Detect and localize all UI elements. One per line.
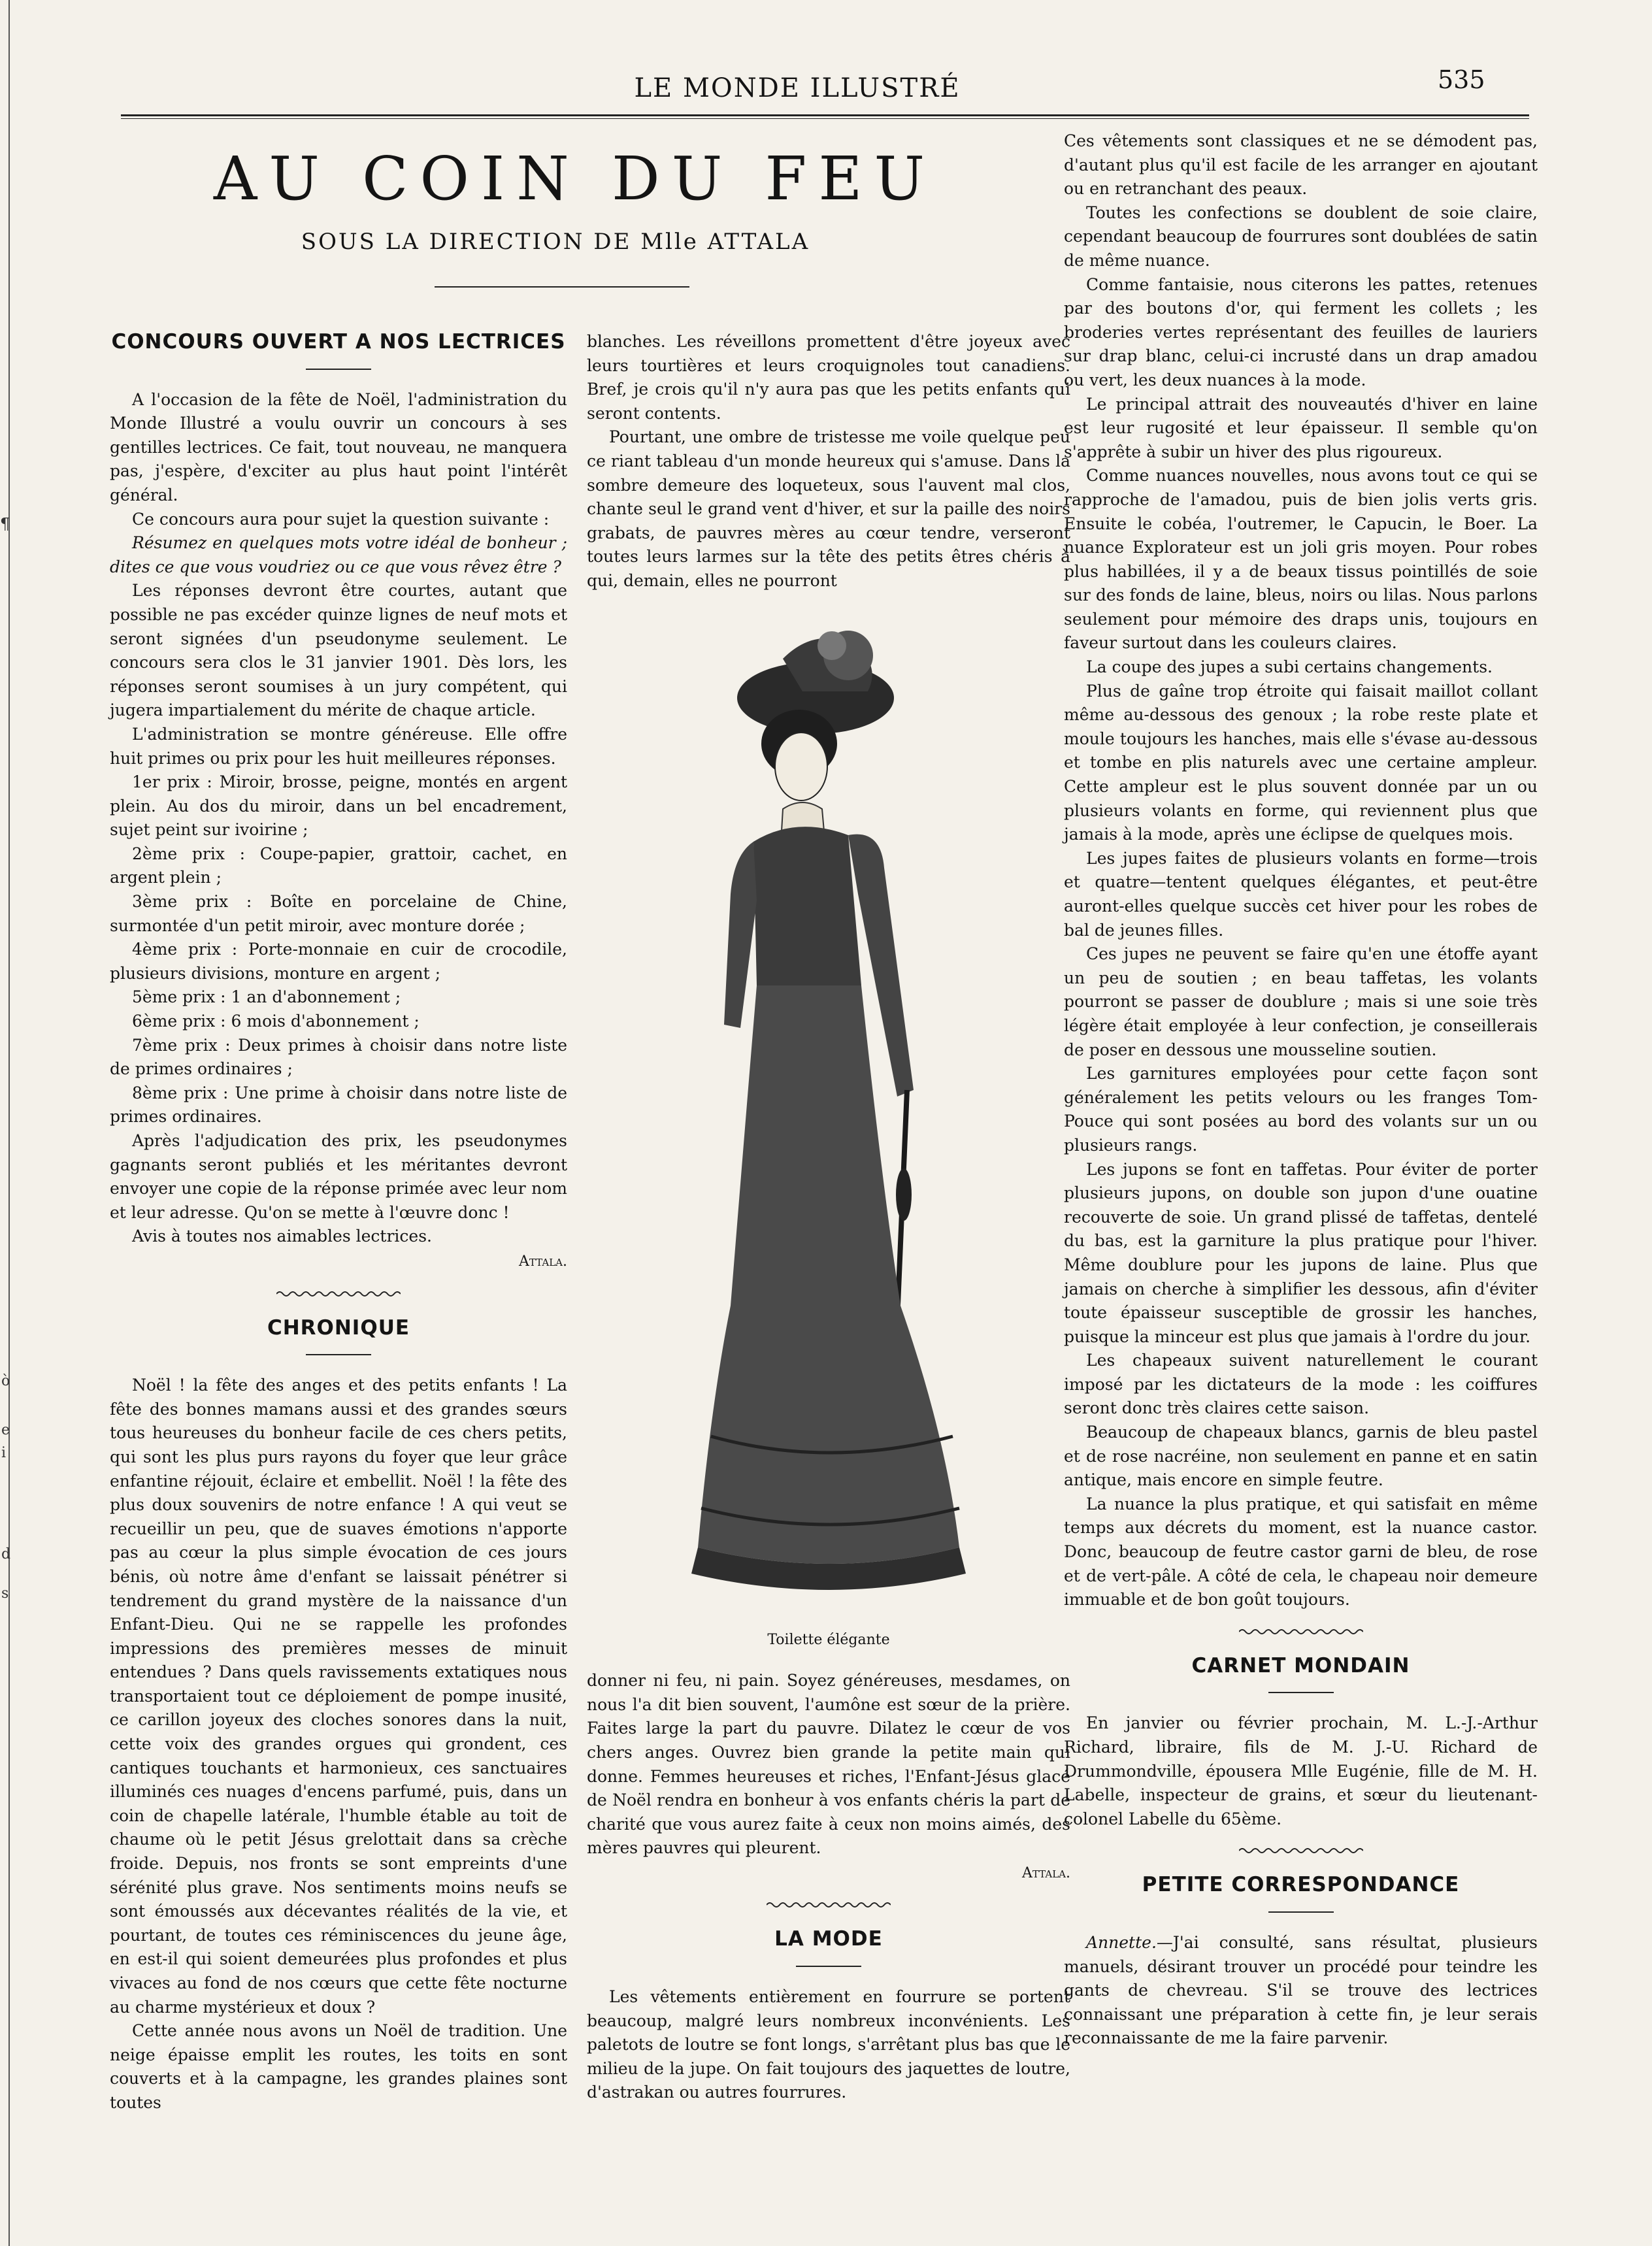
la-mode-paragraph: La nuance la plus pratique, et qui satisfait en même temps aux décrets du moment, est la nuance castor. Donc, beaucoup de feutre castor garni de bleu, de rose et de vert-pâle. A côté de cela, le chapeau noir demeure immuable et de bon goût toujours. — [1064, 1494, 1538, 1610]
la-mode-paragraph: Ces jupes ne peuvent se faire qu'en une étoffe ayant un peu de soutien ; en beau taffetas, les volants pourront se passer de doublure ; mais si une soie très légère était employée à leur confection, je conseillerais de poser en dessous une mousseline soutien. — [1064, 944, 1538, 1059]
illustration-caption: Toilette élégante — [767, 1631, 890, 1648]
svg-text:¶: ¶ — [0, 515, 10, 533]
prize-item: 3ème prix : Boîte en porcelaine de Chine, surmontée d'un petit miroir, avec monture dorée ; — [110, 892, 567, 935]
chronique-paragraph: Noël ! la fête des anges et des petits enfants ! La fête des bonnes mamans aussi et des grandes sœurs tous heureuses du bonheur facile de ces chers petits, qui sont les plus purs rayons du foyer que leur grâce enfantine réjouit, éclaire et embellit. Noël ! la fête des plus doux souvenirs de notre enfance ! A qui veut se recueillir un peu, que de suaves émotions n'apporte pas au cœur la plus simple évocation de ces jours bénis, où notre âme d'enfant se laissait pénétrer si tendrement du grand mystère de la naissance d'un Enfant-Dieu. Qui ne se rappelle les profondes impressions des premières messes de minuit entendues ? Dans quels ravissements extatiques nous transportaient tout ce déploiement de pompe inusité, ce carillon joyeux des cloches sonores dans la nuit, cette voix des grandes orgues qui grondent, ces cantiques touchants et harmonieux, ces sanctuaires illuminés ces nuages d'encens parfumé, puis, dans un coin de chapelle latérale, l'humble étable au toit de chaume où le petit Jésus grelottait dans sa crèche froide. Depuis, nos fronts se sont empreints d'une sérénité plus grave. Nos sentiments moins neufs se sont émoussés aux décevantes réalités de la vie, et pourtant, de toutes ces réminiscences du jeune âge, en est-il qui soient demeurées plus profondes et plus vivaces au fond de nos cœurs que cette fête nocturne au charme mystérieux et doux ? — [110, 1376, 567, 2017]
header-rule — [121, 114, 1529, 116]
prize-item: 2ème prix : Coupe-papier, grattoir, cachet, en argent plein ; — [110, 844, 567, 887]
subtitle: SOUS LA DIRECTION DE Mlle ATTALA — [301, 229, 810, 255]
la-mode-paragraph: Comme fantaisie, nous citerons les pattes, retenues par des boutons d'or, qui ferment les collets ; les broderies vertes représentant des feuilles de lauriers sur drap blanc, celui-ci incrusté dans un drap amadou ou vert, les deux nuances à la mode. — [1064, 274, 1538, 389]
correspondance-heading: PETITE CORRESPONDANCE — [1142, 1873, 1460, 1897]
la-mode-paragraph: Beaucoup de chapeaux blancs, garnis de bleu pastel et de rose nacréine, non seulement en panne et en satin antique, mais encore en simple feutre. — [1064, 1423, 1538, 1490]
signature: Attala. — [519, 1253, 567, 1270]
wavy-divider — [767, 1900, 891, 1910]
heading-rule — [1268, 1692, 1334, 1693]
prize-item: 7ème prix : Deux primes à choisir dans notre liste de primes ordinaires ; — [110, 1035, 567, 1079]
svg-text:ò: ò — [1, 1373, 10, 1389]
prize-item: 1er prix : Miroir, brosse, peigne, montés en argent plein. Au dos du miroir, dans un bel encadrement, sujet peint sur ivoirine ; — [110, 772, 567, 840]
la-mode-paragraph: Les vêtements entièrement en fourrure se portent beaucoup, malgré leurs nombreux inconvénients. Les paletots de loutre se font longs, s'arrêtant plus bas que le milieu de la jupe. On fait toujours des jaquettes de loutre, d'astrakan ou autres fourrures. — [587, 1987, 1070, 2102]
la-mode-paragraph: La coupe des jupes a subi certains changements. — [1086, 657, 1493, 677]
la-mode-paragraph: Comme nuances nouvelles, nous avons tout ce qui se rapproche de l'amadou, puis de bien jolis verts gris. Ensuite le cobéa, l'outremer, le Capucin, le Boer. La nuance Explorateur est un joli gris moyen. Pour robes plus habillées, il y a de beaux tissus pointillés de soie sur des fonds de laine, bleus, noirs ou lilas. Nous parlons seulement pour mémoire des draps unis, toujours en faveur surtout dans les couleurs claires. — [1064, 466, 1538, 653]
page-number: 535 — [1438, 65, 1485, 94]
chronique-paragraph: Cette année nous avons un Noël de tradition. Une neige épaisse emplit les routes, les toits en sont couverts et à la campagne, les grandes plaines sont toutes — [110, 2021, 567, 2112]
prize-item: 6ème prix : 6 mois d'abonnement ; — [132, 1012, 420, 1031]
chronique-continued: Pourtant, une ombre de tristesse me voile quelque peu ce riant tableau d'un monde heureux qui s'amuse. Dans la sombre demeure des loqueteux, sous l'auvent mal clos, chante seul le grand vent d'hiver, et sur la paille des noirs grabats, de pauvres mères au cœur tendre, verseront toutes leurs larmes sur la tête des petits êtres chéris à qui, demain, elles ne pourront — [587, 427, 1070, 590]
chronique-continued: donner ni feu, ni pain. Soyez généreuses, mesdames, on nous l'a dit bien souvent, l'aumône est sœur de la prière. Faites large la part du pauvre. Dilatez le cœur de vos chers anges. Ouvrez bien grande la petite main qui donne. Femmes heureuses et riches, l'Enfant-Jésus glacé de Noël rendra en bonheur à vos enfants chéris la part de charité que vous aurez faite à ceux non moins aimés, des mères pauvres qui pleurent. — [587, 1671, 1070, 1858]
heading-rule — [796, 1966, 861, 1967]
la-mode-paragraph: Toutes les confections se doublent de soie claire, cependant beaucoup de fourrures sont doublées de satin de même nuance. — [1064, 203, 1538, 270]
column-left — [110, 330, 567, 2115]
concours-closing: Avis à toutes nos aimables lectrices. — [132, 1227, 432, 1246]
page-title: AU COIN DU FEU — [213, 144, 937, 214]
la-mode-paragraph: Les jupons se font en taffetas. Pour éviter de porter plusieurs jupons, on double son jupon d'une ouatine recouverte de soie. Un grand plissé de taffetas, dentelé du bas, est la garniture la plus pratique pour l'hiver. Même doublure pour les jupons de laine. Plus que jamais on cherche à simplifier les dessous, afin d'éviter toute épaisseur susceptible de grossir les hanches, puisque la minceur est plus que jamais à l'ordre du jour. — [1064, 1159, 1538, 1346]
fashion-illustration — [685, 619, 972, 1626]
correspondance-text — [1064, 1931, 1538, 2051]
la-mode-heading: LA MODE — [774, 1927, 883, 1951]
correspondent-name: Annette. — [1086, 1932, 1157, 1952]
svg-text:d: d — [1, 1546, 11, 1562]
concours-closing: Après l'adjudication des prix, les pseudonymes gagnants seront publiés et les méritantes devront envoyer une copie de la réponse primée avec leur nom et leur adresse. Qu'on se mette à l'œuvre donc ! — [110, 1131, 567, 1222]
heading-rule — [306, 1354, 371, 1355]
heading-rule — [1268, 1911, 1334, 1913]
la-mode-paragraph: Les chapeaux suivent naturellement le courant imposé par les dictateurs de la mode : les coiffures seront donc très claires cette saison. — [1064, 1351, 1538, 1418]
la-mode-paragraph: Ces vêtements sont classiques et ne se démodent pas, d'autant plus qu'il est facile de les arranger en ajoutant ou en retranchant des peaux. — [1064, 131, 1538, 199]
concours-paragraph: L'administration se montre généreuse. Elle offre huit primes ou prix pour les huit meilleures réponses. — [110, 724, 567, 768]
prize-item: 5ème prix : 1 an d'abonnement ; — [132, 987, 401, 1007]
heading-rule — [306, 369, 371, 370]
concours-question: Résumez en quelques mots votre idéal de bonheur ; dites ce que vous voudriez ou ce que vous rêvez être ? — [110, 533, 567, 576]
la-mode-paragraph: Les garnitures employées pour cette façon sont généralement les petits velours ou les franges Tom-Pouce qui sont posées au bord des volants sur un ou plusieurs rangs. — [1064, 1064, 1538, 1155]
prize-item: 8ème prix : Une prime à choisir dans notre liste de primes ordinaires. — [110, 1083, 567, 1127]
chronique-heading: CHRONIQUE — [267, 1315, 410, 1340]
prize-item: 4ème prix : Porte-monnaie en cuir de crocodile, plusieurs divisions, monture en argent ; — [110, 940, 567, 983]
title-rule — [435, 286, 689, 288]
concours-heading: CONCOURS OUVERT A NOS LECTRICES — [111, 330, 566, 354]
header-rule-thin — [121, 118, 1529, 119]
carnet-heading: CARNET MONDAIN — [1191, 1653, 1410, 1677]
svg-text:i: i — [1, 1445, 7, 1461]
correspondance-body: —J'ai consulté, sans résultat, plusieurs manuels, désirant trouver un procédé pour teindre les gants de chevreau. S'il se trouve des lectrices connaissant une préparation à cette fin, je leur serais reconnaissante de me la faire parvenir. — [1064, 1932, 1538, 2048]
svg-text:s: s — [1, 1585, 9, 1602]
la-mode-paragraph: Les jupes faites de plusieurs volants en forme—trois et quatre—tentent quelques élégantes, et peut-être auront-elles quelque succès cet hiver pour les robes de bal de jeunes filles. — [1064, 848, 1538, 940]
concours-paragraph: A l'occasion de la fête de Noël, l'administration du Monde Illustré a voulu ouvrir un concours à ses gentilles lectrices. Ce fait, tout nouveau, ne manquera pas, j'espère, d'exciter au plus haut point l'intérêt général. — [110, 389, 567, 504]
carnet-text: En janvier ou février prochain, M. L.-J.-Arthur Richard, libraire, fils de M. J.-U. Richard de Drummondville, épousera Mlle Eugénie, fille de M. H. Labelle, inspecteur de grains, et sœur du lieutenant-colonel Labelle du 65ème. — [1064, 1713, 1538, 1828]
column-right — [1064, 129, 1538, 2051]
chronique-continued: blanches. Les réveillons promettent d'être joyeux avec leurs tourtières et leurs croquignoles tout canadiens. Bref, je crois qu'il n'y aura pas que les petits enfants qui seront contents. — [587, 332, 1070, 423]
wavy-divider — [1239, 1845, 1363, 1856]
column-middle — [587, 330, 1070, 2105]
la-mode-paragraph: Plus de gaîne trop étroite qui faisait maillot collant même au-dessous des genoux ; la robe reste plate et moule toujours les hanches, mais elle s'évase au-dessous et tombe en plis naturels avec une certaine ampleur. Cette ampleur est le plus souvent donnée par un ou plusieurs volants en forme, qui reviennent plus que jamais à la mode, après une éclipse de quelques mois. — [1064, 681, 1538, 844]
wavy-divider — [276, 1289, 401, 1299]
wavy-divider — [1239, 1627, 1363, 1637]
margin-marks — [0, 0, 26, 2246]
concours-paragraph: Ce concours aura pour sujet la question suivante : — [132, 509, 550, 529]
concours-paragraph: Les réponses devront être courtes, autant que possible ne pas excéder quinze lignes de neuf mots et seront signées d'un pseudonyme seulement. Le concours sera clos le 31 janvier 1901. Dès lors, les réponses seront soumises à un jury compétent, qui jugera impartialement du mérite de chaque article. — [110, 581, 567, 720]
la-mode-paragraph: Le principal attrait des nouveautés d'hiver en laine est leur rugosité et leur épaisseur. Il semble qu'on s'apprête à subir un hiver des plus rigoureux. — [1064, 394, 1538, 461]
running-head: LE MONDE ILLUSTRÉ — [634, 73, 961, 103]
svg-text:e: e — [1, 1422, 10, 1438]
signature: Attala. — [1022, 1864, 1070, 1881]
